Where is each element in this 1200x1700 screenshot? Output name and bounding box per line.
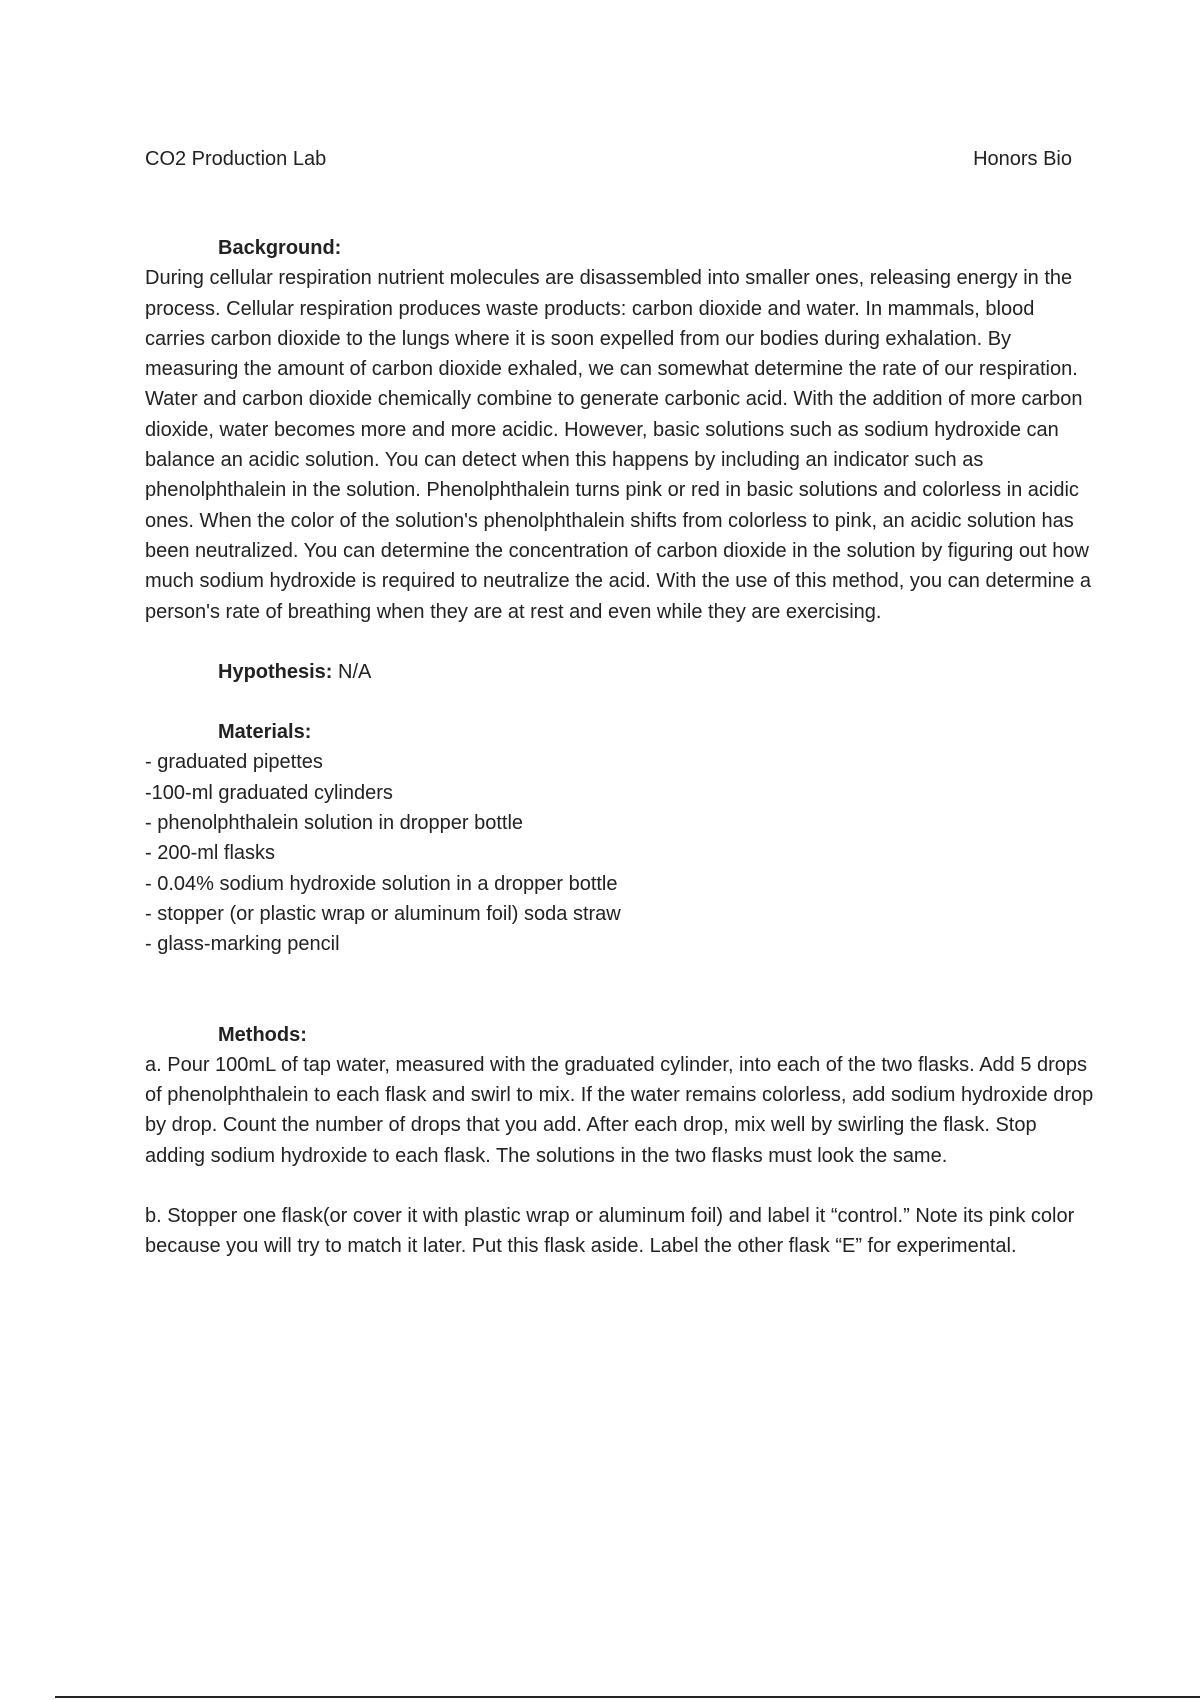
list-item: -100-ml graduated cylinders bbox=[145, 781, 393, 804]
list-item: - phenolphthalein solution in dropper bottle bbox=[145, 812, 524, 835]
methods-heading: Methods: bbox=[218, 1023, 307, 1046]
course-name: Honors Bio bbox=[973, 148, 1072, 170]
background-paragraph: During cellular respiration nutrient molecules are disassembled into smaller ones, releasing energy in the process. Cellular respiration produces waste products: carbon dioxide and water. In mammals, blood carries carbon dioxide to the lungs where it is soon expelled from our bodies during exhalation. By measuring the amount of carbon dioxide exhaled, we can somewhat determine the rate of our respiration. Water and carbon dioxide chemically combine to generate carbonic acid. With the addition of more carbon dioxide, water becomes more and more acidic. However, basic solutions such as sodium hydroxide can balance an acidic solution. You can detect when this happens by including an indicator such as phenolphthalein in the solution. Phenolphthalein turns pink or red in basic solutions and colorless in acidic ones. When the color of the solution's phenolphthalein shifts from colorless to pink, an acidic solution has been neutralized. You can determine the concentration of carbon dioxide in the solution by figuring out how much sodium hydroxide is required to neutralize the acid. With the use of this method, you can determine a person's rate of breathing when they are at rest and even while they are exercising. bbox=[145, 267, 1092, 623]
spacer bbox=[145, 627, 1095, 657]
hypothesis-value: N/A bbox=[332, 660, 372, 683]
list-item: - stopper (or plastic wrap or aluminum foil) soda straw bbox=[145, 902, 621, 925]
list-item: - glass-marking pencil bbox=[145, 933, 340, 956]
list-item: - 0.04% sodium hydroxide solution in a dropper bottle bbox=[145, 872, 618, 895]
hypothesis-line bbox=[145, 657, 1095, 687]
spacer bbox=[145, 687, 1095, 717]
list-item: - graduated pipettes bbox=[145, 751, 323, 774]
methods-step-a: a. Pour 100mL of tap water, measured with the graduated cylinder, into each of the two flasks. Add 5 drops of phenolphthalein to each flask and swirl to mix. If the water remains colorless, add sodium hydroxide drop by drop. Count the number of drops that you add. After each drop, mix well by swirling the flask. Stop adding sodium hydroxide to each flask. The solutions in the two flasks must look the same. bbox=[145, 1053, 1094, 1167]
spacer bbox=[145, 1171, 1095, 1201]
document-title: CO2 Production Lab bbox=[145, 148, 327, 170]
materials-heading: Materials: bbox=[218, 721, 312, 744]
list-item: - 200-ml flasks bbox=[145, 842, 276, 865]
methods-step-b: b. Stopper one flask(or cover it with plastic wrap or aluminum foil) and label it “control.” Note its pink color because you will try to match it later. Put this flask aside. Label the other flask “E” for experimental. bbox=[145, 1205, 1075, 1258]
materials-list bbox=[145, 747, 1095, 959]
page-bottom-rule bbox=[55, 1696, 1200, 1698]
document-body bbox=[145, 233, 1095, 1262]
background-heading: Background: bbox=[218, 237, 342, 259]
spacer bbox=[145, 960, 1095, 1020]
hypothesis-heading: Hypothesis: bbox=[218, 660, 333, 683]
